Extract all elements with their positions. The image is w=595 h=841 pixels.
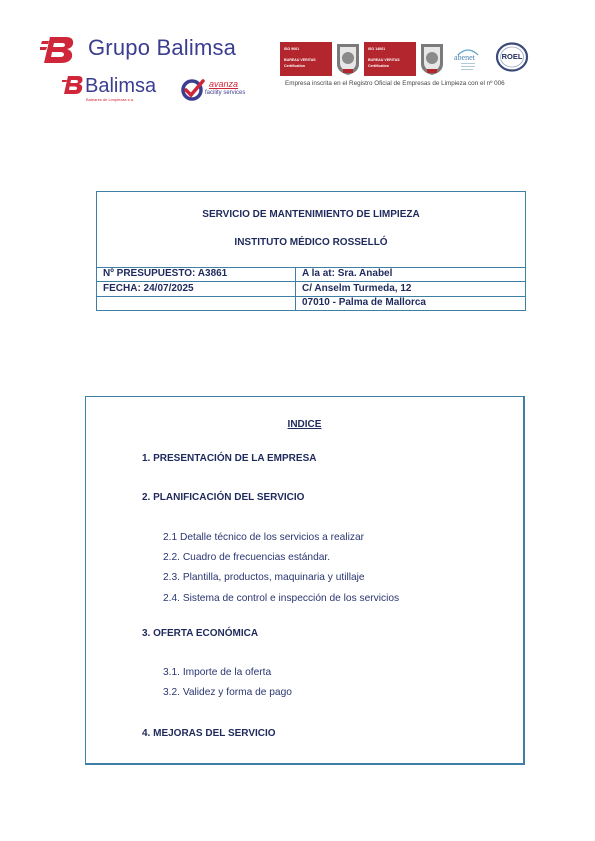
roel-logo	[494, 41, 530, 73]
index-section-4: 4. MEJORAS DEL SERVICIO	[142, 728, 276, 739]
attention-to: A la at: Sra. Anabel	[302, 268, 393, 279]
index-subsection: 2.1 Detalle técnico de los servicios a realizar	[163, 532, 365, 543]
avanza-sub: facility services	[205, 90, 246, 96]
balimsa-small-b-icon	[62, 74, 86, 96]
brand-main: Grupo Balimsa	[88, 35, 237, 60]
bureau-veritas-medal-icon	[417, 42, 447, 76]
budget-number: Nº PRESUPUESTO: A3861	[103, 268, 228, 279]
index-subsection: 3.1. Importe de la oferta	[163, 667, 272, 678]
divider	[97, 281, 525, 282]
iso-9001-badge	[280, 42, 332, 76]
balimsa-b-logo-icon	[40, 33, 80, 65]
service-title: SERVICIO DE MANTENIMIENTO DE LIMPIEZA	[202, 209, 420, 220]
index-title: INDICE	[287, 419, 322, 430]
index-subsection: 2.2. Cuadro de frecuencias estándar.	[163, 552, 331, 563]
abenet-text: abenet	[454, 53, 475, 62]
index-subsection: 2.3. Plantilla, productos, maquinaria y utillaje	[163, 572, 365, 583]
brand-secondary-sub: Baleares de Limpiezas s.a.	[86, 97, 135, 102]
cert1-issuer: BUREAU VERITAS	[284, 58, 316, 62]
registry-note: Empresa inscrita en el Registro Oficial de Empresas de Limpieza con el nº 006	[285, 80, 505, 87]
cert2-code: ISO 14001	[368, 47, 386, 51]
index-subsection: 2.4. Sistema de control e inspección de los servicios	[163, 593, 400, 604]
index-section-2: 2. PLANIFICACIÓN DEL SERVICIO	[142, 492, 305, 503]
iso-14001-badge	[364, 42, 416, 76]
client-name: INSTITUTO MÉDICO ROSSELLÓ	[234, 237, 388, 248]
address-line-2: 07010 - Palma de Mallorca	[302, 297, 426, 308]
bureau-veritas-medal-icon	[333, 42, 363, 76]
cert1-code: ISO 9001	[284, 47, 300, 51]
header	[0, 0, 595, 110]
index-section-1: 1. PRESENTACIÓN DE LA EMPRESA	[142, 453, 317, 464]
brand-secondary: Balimsa	[85, 75, 157, 97]
quote-info-box	[96, 191, 526, 311]
avanza-word: avanza	[209, 79, 239, 89]
abenet-logo	[452, 43, 484, 75]
cert2-issuer: BUREAU VERITAS	[368, 58, 400, 62]
iso-14001-certificate	[364, 42, 448, 76]
cert2-type: Certification	[368, 64, 389, 68]
quote-date: FECHA: 24/07/2025	[103, 283, 194, 294]
index-section-3: 3. OFERTA ECONÓMICA	[142, 628, 259, 639]
divider	[295, 267, 296, 311]
address-line-1: C/ Anselm Turmeda, 12	[302, 283, 412, 294]
cert1-type: Certification	[284, 64, 305, 68]
iso-9001-certificate	[280, 42, 364, 76]
index-subsection: 3.2. Validez y forma de pago	[163, 687, 292, 698]
avanza-logo-icon	[180, 78, 206, 102]
index-box	[85, 396, 525, 765]
roel-text: ROEL	[501, 52, 523, 61]
